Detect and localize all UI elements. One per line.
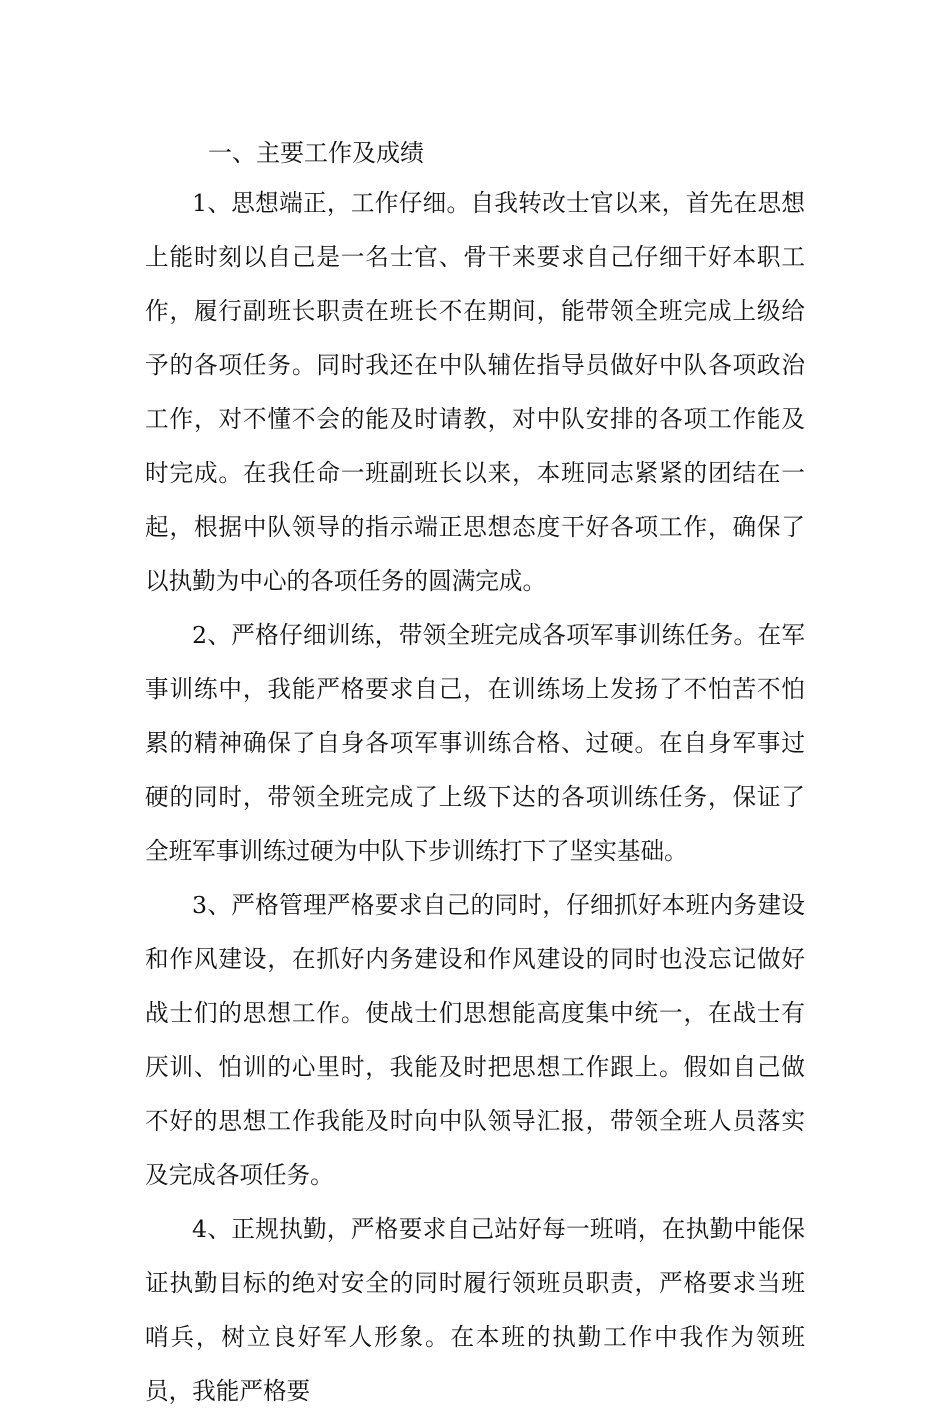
paragraph-3: 3、严格管理严格要求自己的同时，仔细抓好本班内务建设和作风建设，在抓好内务建设和作风建设的同时也没忘记做好战士们的思想工作。使战士们思想能高度集中统一，在战士有厌训、怕训的心里时，我能及时把思想工作跟上。假如自己做不好的思想工作我能及时向中队领导汇报，带领全班人员落实及完成各项任务。 <box>145 891 805 1189</box>
paragraph-4: 4、正规执勤，严格要求自己站好每一班哨，在执勤中能保证执勤目标的绝对安全的同时履行领班员职责，严格要求当班哨兵，树立良好军人形象。在本班的执勤工作中我作为领班员，我能严格要 <box>145 1215 805 1405</box>
paragraph-1: 1、思想端正，工作仔细。自我转改士官以来，首先在思想上能时刻以自己是一名士官、骨干来要求自己仔细干好本职工作，履行副班长职责在班长不在期间，能带领全班完成上级给予的各项任务。同时我还在中队辅佐指导员做好中队各项政治工作，对不懂不会的能及时请教，对中队安排的各项工作能及时完成。在我任命一班副班长以来，本班同志紧紧的团结在一起，根据中队领导的指示端正思想态度干好各项工作，确保了以执勤为中心的各项任务的圆满完成。 <box>145 189 805 595</box>
paragraph-2: 2、严格仔细训练，带领全班完成各项军事训练任务。在军事训练中，我能严格要求自己，在训练场上发扬了不怕苦不怕累的精神确保了自身各项军事训练合格、过硬。在自身军事过硬的同时，带领全班完成了上级下达的各项训练任务，保证了全班军事训练过硬为中队下步训练打下了坚实基础。 <box>145 621 805 865</box>
section-heading: 一、主要工作及成绩 <box>208 139 424 167</box>
body-text <box>145 176 805 1418</box>
